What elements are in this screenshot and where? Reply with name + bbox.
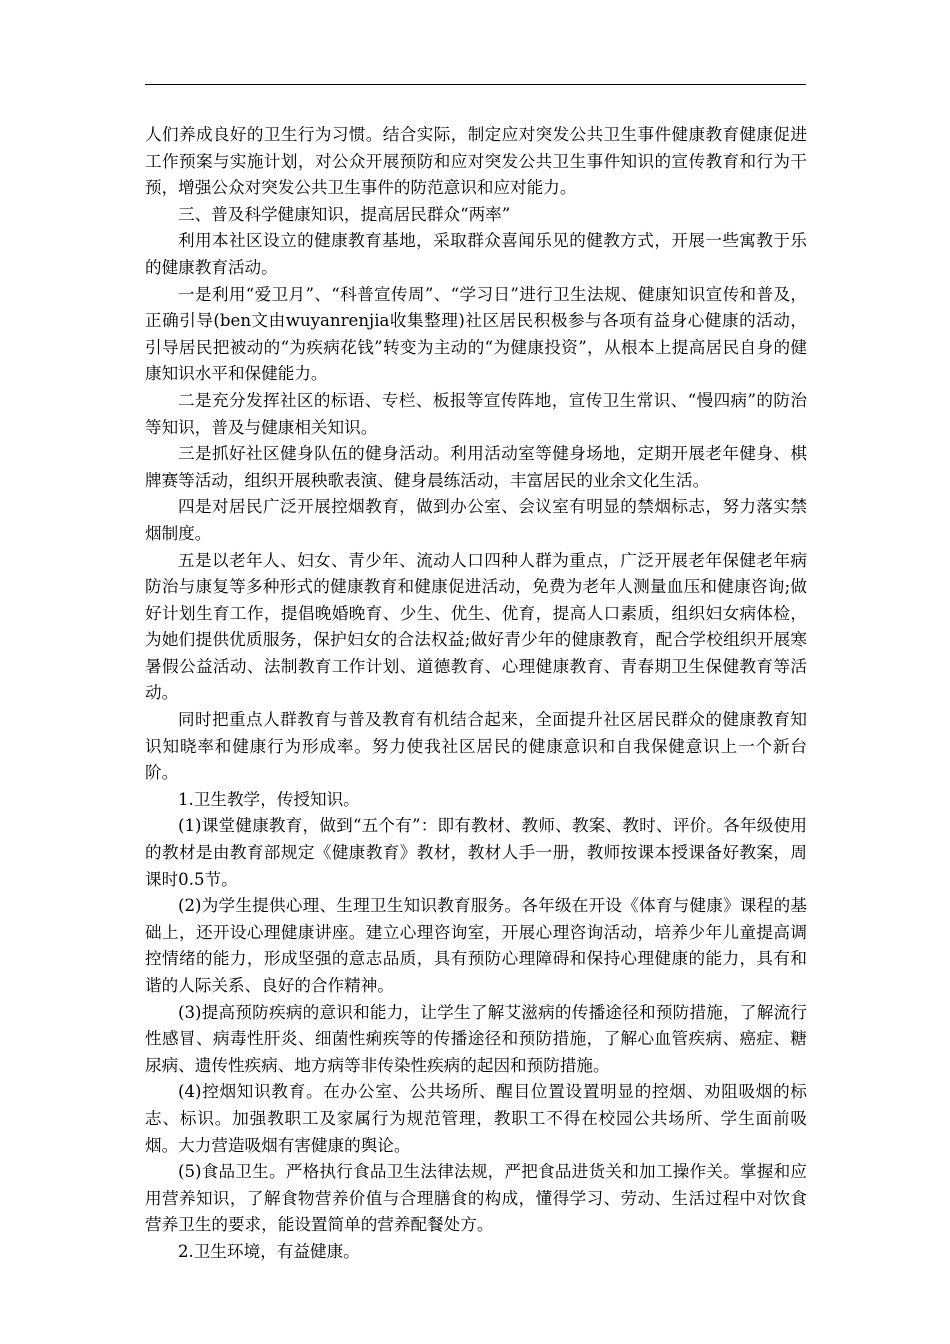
document-body [145,122,807,1266]
paragraph: 一是利用“爱卫月”、“科普宣传周”、“学习日”进行卫生法规、健康知识宣传和普及，正确引导(ben文由wuyanrenjia收集整理)社区居民积极参与各项有益身心健康的活动，引导居民把被动的“为疾病花钱”转变为主动的“为健康投资”，从根本上提高居民自身的健康知识水平和保健能力。 [145,284,807,384]
paragraph: 同时把重点人群教育与普及教育有机结合起来，全面提升社区居民群众的健康教育知识知晓率和健康行为形成率。努力使我社区居民的健康意识和自我保健意识上一个新台阶。 [145,710,807,783]
paragraph: (1)课堂健康教育，做到“五个有”：即有教材、教师、教案、教时、评价。各年级使用的教材是由教育部规定《健康教育》教材，教材人手一册，教师按课本授课备好教案，周课时0.5节。 [145,816,807,889]
paragraph: 三是抓好社区健身队伍的健身活动。利用活动室等健身场地，定期开展老年健身、棋牌赛等活动，组织开展秧歌表演、健身晨练活动，丰富居民的业余文化生活。 [145,444,807,490]
paragraph: 四是对居民广泛开展控烟教育，做到办公室、会议室有明显的禁烟标志，努力落实禁烟制度。 [145,497,807,543]
paragraph: 二是充分发挥社区的标语、专栏、板报等宣传阵地，宣传卫生常识、“慢四病”的防治等知识，普及与健康相关知识。 [145,390,807,437]
paragraph: 人们养成良好的卫生行为习惯。结合实际，制定应对突发公共卫生事件健康教育健康促进工作预案与实施计划，对公众开展预防和应对突发公共卫生事件知识的宣传教育和行为干预，增强公众对突发公共卫生事件的防范意识和应对能力。 [145,125,807,198]
paragraph: 三、普及科学健康知识，提高居民群众“两率” [178,204,511,224]
paragraph: 2.卫生环境，有益健康。 [178,1241,360,1261]
paragraph: (2)为学生提供心理、生理卫生知识教育服务。各年级在开设《体育与健康》课程的基础上，还开设心理健康讲座。建立心理咨询室，开展心理咨询活动，培养少年儿童提高调控情绪的能力，形成坚强的意志品质，具有预防心理障碍和保持心理健康的能力，具有和谐的人际关系、良好的合作精神。 [145,896,807,995]
header-rule [145,84,806,85]
paragraph: 五是以老年人、妇女、青少年、流动人口四种人群为重点，广泛开展老年保健老年病防治与康复等多种形式的健康教育和健康促进活动，免费为老年人测量血压和健康咨询;做好计划生育工作，提倡晚婚晚育、少生、优生、优育，提高人口素质，组织妇女病体检，为她们提供优质服务，保护妇女的合法权益;做好青少年的健康教育，配合学校组织开展寒暑假公益活动、法制教育工作计划、道德教育、心理健康教育、青春期卫生保健教育等活动。 [145,550,807,703]
paragraph: (5)食品卫生。严格执行食品卫生法律法规，严把食品进货关和加工操作关。掌握和应用营养知识，了解食物营养价值与合理膳食的构成，懂得学习、劳动、生活过程中对饮食营养卫生的要求，能设置简单的营养配餐处方。 [145,1162,807,1235]
paragraph: 1.卫生教学，传授知识。 [178,789,360,809]
paragraph: 利用本社区设立的健康教育基地，采取群众喜闻乐见的健教方式，开展一些寓教于乐的健康教育活动。 [145,231,807,277]
paragraph: (4)控烟知识教育。在办公室、公共场所、醒目位置设置明显的控烟、劝阻吸烟的标志、标识。加强教职工及家属行为规范管理，教职工不得在校园公共场所、学生面前吸烟。大力营造吸烟有害健康的舆论。 [145,1082,807,1155]
paragraph: (3)提高预防疾病的意识和能力，让学生了解艾滋病的传播途径和预防措施，了解流行性感冒、病毒性肝炎、细菌性痢疾等的传播途径和预防措施，了解心血管疾病、癌症、糖尿病、遗传性疾病、地方病等非传染性疾病的起因和预防措施。 [145,1002,807,1075]
